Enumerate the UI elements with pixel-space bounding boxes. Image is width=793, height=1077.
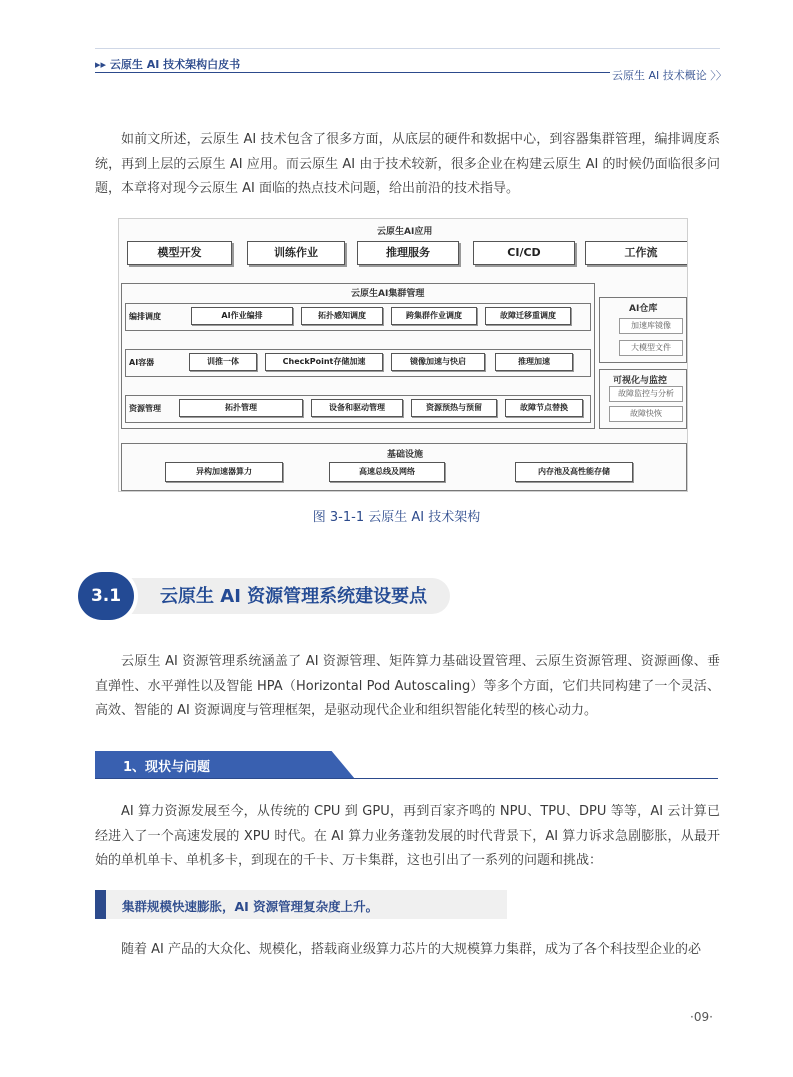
architecture-diagram — [118, 218, 688, 492]
app-item: CI/CD — [473, 241, 575, 265]
row-item: 拓扑管理 — [179, 399, 303, 417]
page-number: ·09· — [690, 1010, 713, 1024]
app-item: 模型开发 — [127, 241, 232, 265]
monitor-title: 可视化与监控 — [613, 376, 668, 386]
section-title: 云原生 AI 资源管理系统建设要点 — [160, 586, 428, 607]
row-item: 训推一体 — [189, 353, 257, 371]
row-label: 编排调度 — [129, 312, 161, 321]
header-chapter-title: 云原生 AI 技术概论 〉〉 — [612, 69, 727, 82]
infra-item: 内存池及高性能存储 — [515, 462, 633, 482]
intro-paragraph: 如前文所述，云原生 AI 技术包含了很多方面，从底层的硬件和数据中心，到容器集群管理，编排调度系统，再到上层的云原生 AI 应用。而云原生 AI 由于技术较新，很多企业在构建云原生 AI 的时候仍面临很多问题，本章将对现今云原生 AI 面临的热点技术问题，给出前沿的技术指导。 — [95, 132, 720, 196]
header-top-line — [95, 48, 720, 49]
infra-item: 高速总线及网络 — [329, 462, 445, 482]
highlight-heading: 集群规模快速膨胀，AI 资源管理复杂度上升。 — [122, 899, 379, 914]
section-number-badge: 3.1 — [78, 572, 134, 620]
subsection-paragraph: AI 算力资源发展至今，从传统的 CPU 到 GPU，再到百家齐鸣的 NPU、TPU、DPU 等等，AI 云计算已经进入了一个高速发展的 XPU 时代。在 AI 算力业务蓬勃发展的时代背景下，AI 算力诉求急剧膨胀，从最开始的单机单卡、单机多卡，到现在的千卡、万卡集群，这也引出了一系列的问题和挑战： — [95, 804, 720, 868]
monitor-item: 故障快恢 — [609, 406, 683, 422]
warehouse-title: AI仓库 — [629, 304, 658, 314]
app-item: 训练作业 — [247, 241, 345, 265]
app-layer-title: 云原生AI应用 — [377, 227, 433, 237]
row-item: CheckPoint存储加速 — [265, 353, 383, 371]
closing-paragraph: 随着 AI 产品的大众化、规模化，搭载商业级算力芯片的大规模算力集群，成为了各个科技型企业的必 — [121, 942, 701, 957]
infra-item: 异构加速器算力 — [165, 462, 283, 482]
section-paragraph: 云原生 AI 资源管理系统涵盖了 AI 资源管理、矩阵算力基础设置管理、云原生资源管理、资源画像、垂直弹性、水平弹性以及智能 HPA（Horizontal Pod Autoscaling）等多个方面，它们共同构建了一个灵活、高效、智能的 AI 资源调度与管理框架，是驱动现代企业和组织智能化转型的核心动力。 — [95, 654, 720, 718]
row-item: 设备和驱动管理 — [311, 399, 403, 417]
row-item: 镜像加速与快启 — [391, 353, 485, 371]
row-item: 推理加速 — [495, 353, 573, 371]
app-item: 推理服务 — [357, 241, 459, 265]
row-label: AI容器 — [129, 358, 155, 367]
infra-layer-title: 基础设施 — [387, 450, 424, 460]
row-item: 故障迁移重调度 — [485, 307, 571, 325]
row-item: 拓扑感知调度 — [301, 307, 383, 325]
monitor-item: 故障监控与分析 — [609, 386, 683, 402]
subsection-rule — [95, 778, 718, 779]
row-item: 跨集群作业调度 — [391, 307, 477, 325]
header-doc-title: ▸▸ 云原生 AI 技术架构白皮书 — [95, 58, 241, 71]
row-item: AI作业编排 — [191, 307, 293, 325]
cluster-layer-title: 云原生AI集群管理 — [351, 289, 425, 299]
app-item: 工作流 — [585, 241, 688, 265]
subsection-title: 1、现状与问题 — [123, 760, 211, 775]
figure-caption: 图 3-1-1 云原生 AI 技术架构 — [312, 510, 481, 525]
header-rule — [95, 72, 610, 73]
row-label: 资源管理 — [129, 404, 161, 413]
warehouse-item: 大模型文件 — [619, 340, 683, 356]
warehouse-item: 加速库镜像 — [619, 318, 683, 334]
row-item: 故障节点替换 — [505, 399, 583, 417]
row-item: 资源预热与预留 — [411, 399, 497, 417]
highlight-marker — [95, 890, 106, 919]
